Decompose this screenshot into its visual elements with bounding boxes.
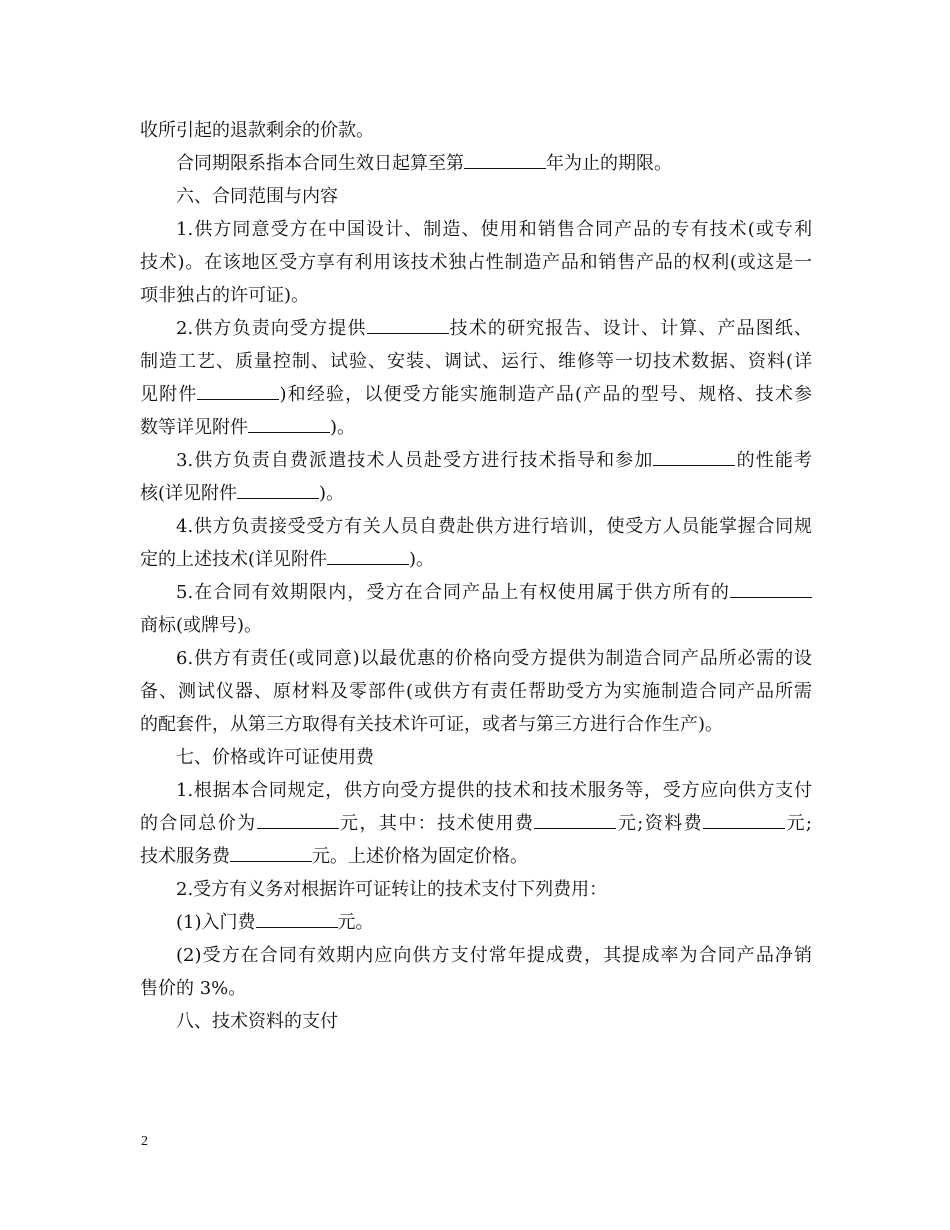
paragraph-line: 售价的 3%。 [140,978,247,999]
paragraph-line: 定的上述技术(详见附件 )。 [140,543,812,576]
fill-in-blank [327,544,409,565]
paragraph-line: (1)入门费 元。 [140,906,812,939]
fill-in-blank [230,841,312,862]
paragraph-line: 制造工艺、质量控制、试验、安装、调试、运行、维修等一切技术数据、资料(详 [140,351,812,372]
paragraph-line: 1.供方同意受方在中国设计、制造、使用和销售合同产品的专有技术(或专利 [176,219,812,240]
paragraph-line: 技术服务费 元。上述价格为固定价格。 [140,840,812,873]
paragraph-line: 技术)。在该地区受方享有利用该技术独占性制造产品和销售产品的权利(或这是一 [140,252,812,273]
fill-in-blank [534,808,616,829]
section-heading: 七、价格或许可证使用费 [176,747,374,768]
paragraph-line: 1.根据本合同规定，供方向受方提供的技术和技术服务等，受方应向供方支付 [176,780,812,801]
paragraph-line: 备、测试仪器、原材料及零部件(或供方有责任帮助受方为实施制造合同产品所需 [140,681,812,702]
paragraph-line: 6.供方有责任(或同意)以最优惠的价格向受方提供为制造合同产品所必需的设 [176,648,812,669]
fill-in-blank [464,148,546,169]
fill-in-blank [257,808,339,829]
paragraph-line: 的配套件，从第三方取得有关技术许可证，或者与第三方进行合作生产)。 [140,714,724,735]
fill-in-blank [730,577,812,598]
paragraph-line: 核(详见附件 )。 [140,477,812,510]
section-heading: 八、技术资料的支付 [176,1011,338,1032]
fill-in-blank [256,907,338,928]
paragraph-line: 2.供方负责向受方提供 技术的研究报告、设计、计算、产品图纸、 [140,312,812,345]
paragraph-line: 收所引起的退款剩余的价款。 [140,120,374,141]
fill-in-blank [653,445,735,466]
section-heading: 六、合同范围与内容 [176,186,338,207]
paragraph-line: 商标(或牌号)。 [140,615,263,636]
fill-in-blank [367,313,449,334]
fill-in-blank [237,478,319,499]
paragraph-line: (2)受方在合同有效期内应向供方支付常年提成费，其提成率为合同产品净销 [176,945,812,966]
paragraph-line: 5.在合同有效期限内，受方在合同产品上有权使用属于供方所有的 [140,576,812,609]
fill-in-blank [248,412,330,433]
document-body [140,114,812,1038]
fill-in-blank [197,379,279,400]
page-number: 2 [141,1134,148,1149]
paragraph-line: 2.受方有义务对根据许可证转让的技术支付下列费用： [176,879,608,900]
paragraph-line: 3.供方负责自费派遣技术人员赴受方进行技术指导和参加 的性能考 [140,444,812,477]
paragraph-line: 数等详见附件 )。 [140,411,812,444]
paragraph-line: 合同期限系指本合同生效日起算至第 年为止的期限。 [140,147,812,180]
paragraph-line: 项非独占的许可证)。 [140,285,310,306]
fill-in-blank [703,808,785,829]
paragraph-line: 的合同总价为 元，其中：技术使用费 元;资料费 元; [140,807,812,840]
paragraph-line: 4.供方负责接受受方有关人员自费赴供方进行培训，使受方人员能掌握合同规 [176,516,812,537]
paragraph-line: 见附件 )和经验，以便受方能实施制造产品(产品的型号、规格、技术参 [140,378,812,411]
